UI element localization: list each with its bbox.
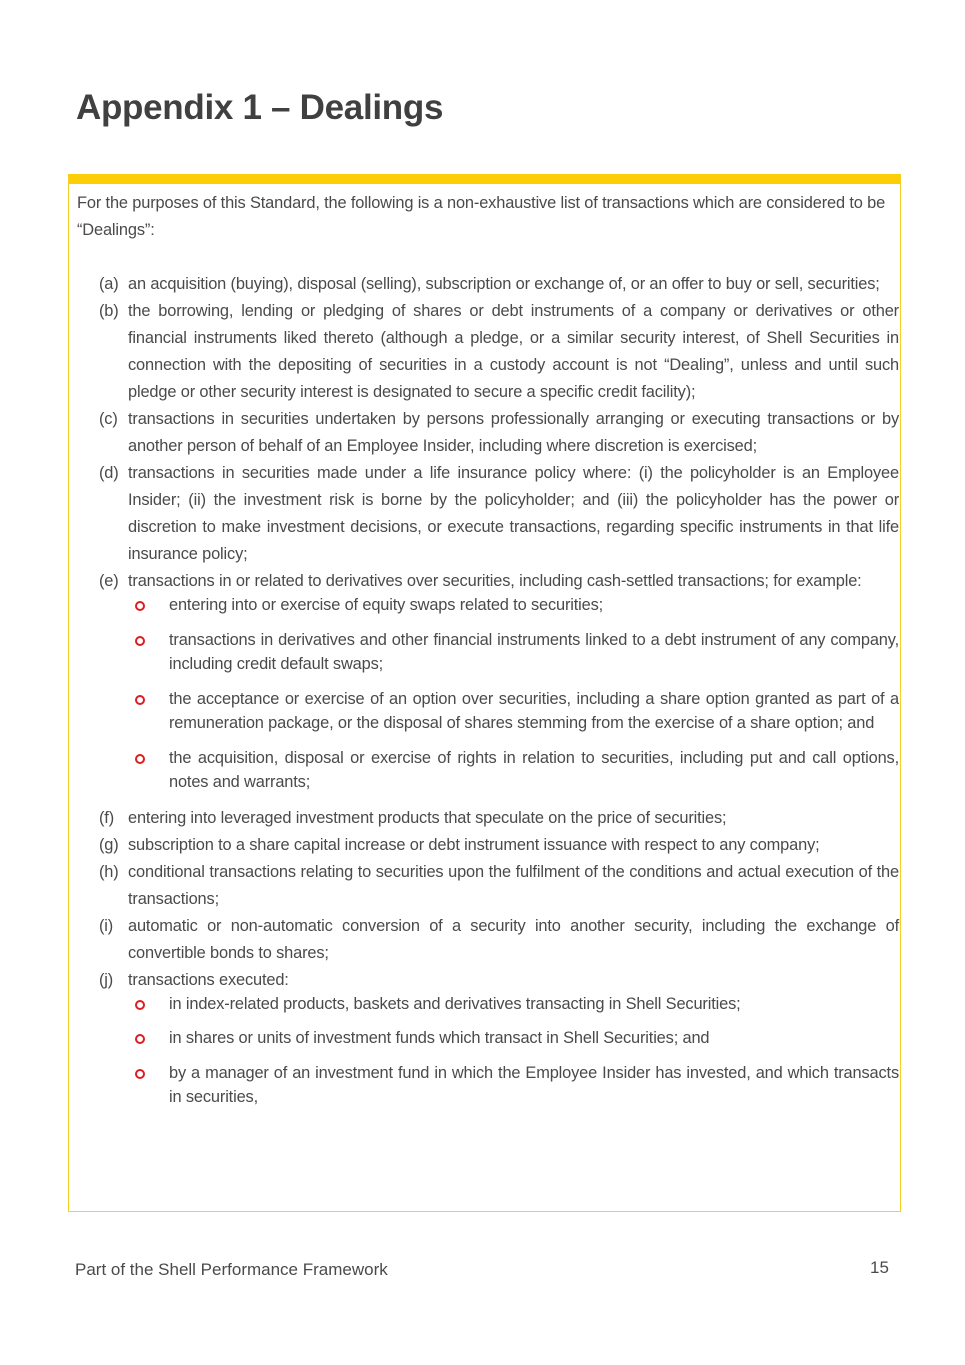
bullet-circle-icon (77, 992, 169, 1017)
footer-text: Part of the Shell Performance Framework (75, 1260, 388, 1279)
item-label: (d) (99, 464, 119, 482)
sub-item-text: by a manager of an investment fund in which the Employee Insider has invested, and which transacts in securities, (169, 1063, 899, 1106)
item-text: subscription to a share capital increase or debt instrument issuance with respect to any company; (128, 835, 820, 854)
item-label: (h) (99, 862, 119, 881)
list-item (77, 568, 899, 595)
sub-list-item (77, 1061, 899, 1110)
item-label: (j) (99, 970, 114, 989)
item-text: transactions in securities undertaken by persons professionally arranging or executing transactions or by another person of behalf of an Employee Insider, including where discretion is exercised; (128, 410, 899, 455)
sub-list-item (77, 1026, 899, 1051)
item-text: entering into leveraged investment products that speculate on the price of securities; (128, 808, 727, 827)
sub-item-text: entering into or exercise of equity swaps related to securities; (169, 596, 604, 614)
list-item (77, 967, 899, 994)
item-label: (f) (99, 808, 115, 827)
item-text: automatic or non-automatic conversion of a security into another security, including the exchange of convertible bonds to shares; (128, 916, 899, 962)
item-text: the borrowing, lending or pledging of shares or debt instruments of a company or derivatives or other financial instruments liked thereto (although a pledge, or a similar security interest, of Shell Securities in connection with the depositing of securities in a custody account is not “Dealing”, unless and until such pledge or other security interest is designated to secure a specific credit facility); (128, 302, 899, 401)
bullet-circle-icon (77, 1026, 169, 1051)
item-text: transactions in securities made under a life insurance policy where: (i) the policyholder is an Employee Insider; (ii) the investment risk is borne by the policyholder; and (iii) the policyholder has the power or discretion to make investment decisions, or execute transactions, regarding specific instruments in that life insurance policy; (128, 464, 899, 563)
sub-list-item (77, 593, 899, 618)
sub-list-item (77, 992, 899, 1017)
list-item (77, 859, 899, 913)
bullet-circle-icon (77, 687, 169, 736)
dealings-box (68, 174, 901, 1212)
item-label: (b) (99, 302, 119, 320)
bullet-circle-icon (77, 746, 169, 795)
sub-list (77, 593, 899, 795)
bullet-circle-icon (77, 593, 169, 618)
sub-list-item (77, 687, 899, 736)
sub-item-text: transactions in derivatives and other financial instruments linked to a debt instrument of any company, including credit default swaps; (169, 630, 899, 673)
bullet-circle-icon (77, 1061, 169, 1110)
list-item (77, 460, 899, 568)
page-title: Appendix 1 – Dealings (76, 88, 444, 127)
list-item (77, 406, 899, 460)
item-text: conditional transactions relating to securities upon the fulfilment of the conditions and actual execution of the transactions; (128, 862, 899, 908)
sub-list-item (77, 746, 899, 795)
list-item (77, 832, 899, 859)
item-text: transactions executed: (128, 970, 289, 989)
item-label: (e) (99, 572, 119, 590)
page-number: 15 (870, 1258, 889, 1277)
list-item (77, 271, 899, 298)
item-label: (g) (99, 835, 119, 854)
sub-list (77, 992, 899, 1110)
sub-item-text: the acceptance or exercise of an option over securities, including a share option granted as part of a remuneration package, or the disposal of shares stemming from the exercise of a share option; and (169, 689, 899, 732)
item-text: an acquisition (buying), disposal (selling), subscription or exchange of, or an offer to buy or sell, securities; (128, 275, 880, 293)
item-label: (a) (99, 275, 119, 293)
sub-list-item (77, 628, 899, 677)
list-item (77, 298, 899, 406)
list-item (77, 805, 899, 832)
sub-item-text: the acquisition, disposal or exercise of rights in relation to securities, including put and call options, notes and warrants; (169, 748, 899, 791)
list-item (77, 913, 899, 967)
item-label: (i) (99, 916, 114, 935)
item-text: transactions in or related to derivatives over securities, including cash-settled transactions; for example: (128, 572, 862, 590)
sub-item-text: in index-related products, baskets and derivatives transacting in Shell Securities; (169, 994, 741, 1013)
bullet-circle-icon (77, 628, 169, 677)
intro-text: For the purposes of this Standard, the following is a non-exhaustive list of transactions which are considered to be “Dealings”: (77, 194, 886, 239)
item-label: (c) (99, 410, 118, 428)
sub-item-text: in shares or units of investment funds which transact in Shell Securities; and (169, 1029, 710, 1047)
